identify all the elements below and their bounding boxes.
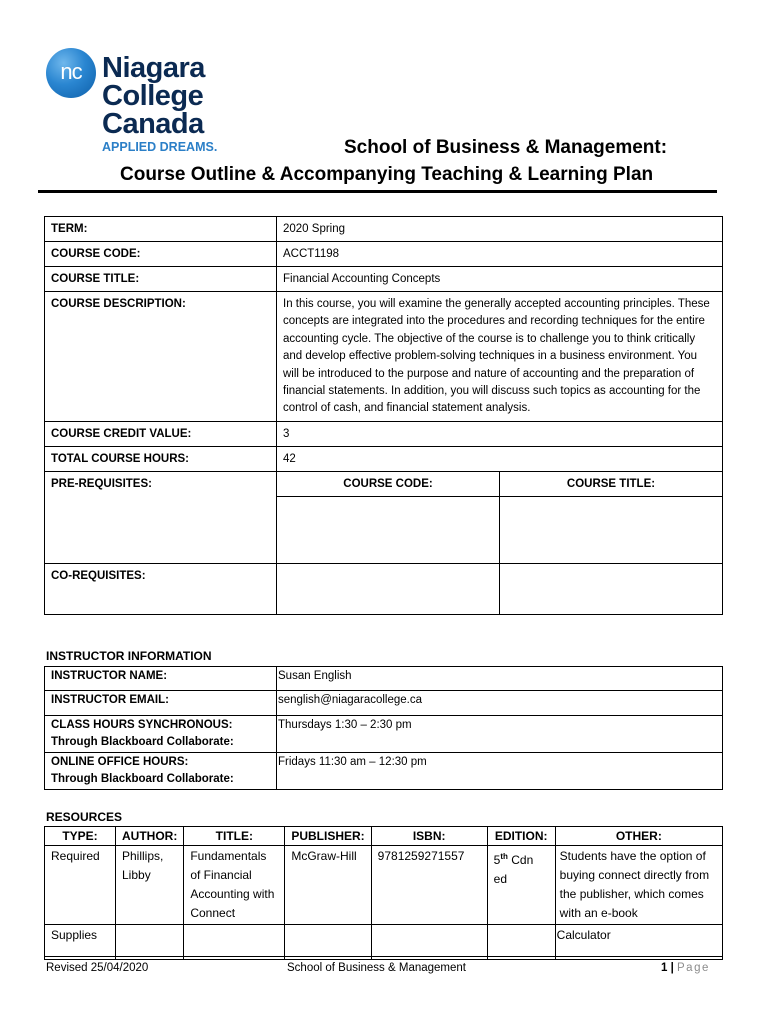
resources-section-title: RESOURCES	[46, 810, 123, 824]
college-logo	[46, 46, 218, 156]
course-code-value: ACCT1198	[277, 242, 723, 267]
title-divider	[38, 190, 717, 193]
resource-title: Fundamentals of Financial Accounting with Connect	[184, 846, 285, 925]
credit-value-row	[45, 421, 723, 446]
resources-header-row	[45, 827, 723, 846]
resource-author: Phillips, Libby	[116, 846, 184, 925]
class-hours-value: Thursdays 1:30 – 2:30 pm	[277, 716, 723, 753]
supplies-edition	[487, 925, 555, 960]
resources-header-other: OTHER:	[555, 827, 722, 846]
credit-value-label: COURSE CREDIT VALUE:	[45, 421, 277, 446]
footer-divider	[44, 956, 723, 957]
resources-header-author: AUTHOR:	[116, 827, 184, 846]
instructor-email-row	[45, 691, 723, 716]
instructor-section-title: INSTRUCTOR INFORMATION	[46, 649, 212, 663]
prereq-course-code-cell	[277, 496, 500, 563]
resources-table	[44, 826, 723, 960]
class-hours-label	[45, 716, 277, 753]
footer-page-number	[661, 962, 710, 974]
resource-edition	[487, 846, 555, 925]
corequisites-label: CO-REQUISITES:	[45, 563, 277, 614]
instructor-name-value: Susan English	[277, 667, 723, 691]
course-title-row	[45, 267, 723, 292]
resources-row-required	[45, 846, 723, 925]
term-value: 2020 Spring	[277, 217, 723, 242]
resources-header-title: TITLE:	[184, 827, 285, 846]
logo-word-1: Niagara	[102, 52, 205, 84]
supplies-author	[116, 925, 184, 960]
course-description-value: In this course, you will examine the generally accepted accounting principles. These concepts are integrated into the procedures and recording techniques for the entire accounting cycle. The objective of the course is to challenge you to think critically and develop effective problem-solving techniques in a business environment. You will be introduced to the purpose and nature of accounting and the preparation of financial statements. In addition, you will discuss such topics as accounting for the control of cash, and financial statement analysis.	[277, 292, 723, 422]
footer-school: School of Business & Management	[287, 962, 466, 974]
course-description-label: COURSE DESCRIPTION:	[45, 292, 277, 422]
prereq-course-code-header: COURSE CODE:	[277, 471, 500, 496]
class-hours-label-line-2: Through Blackboard Collaborate:	[51, 736, 234, 748]
logo-tagline: APPLIED DREAMS.	[102, 140, 218, 154]
resource-other: Students have the option of buying connect directly from the publisher, which comes with an e-book	[555, 846, 722, 925]
course-code-row	[45, 242, 723, 267]
course-info-table	[44, 216, 723, 615]
class-hours-row	[45, 716, 723, 753]
course-title-label: COURSE TITLE:	[45, 267, 277, 292]
office-hours-value: Fridays 11:30 am – 12:30 pm	[277, 753, 723, 790]
edition-rest: Cdn ed	[493, 853, 534, 886]
resource-type: Required	[45, 846, 116, 925]
document-title-line-1: School of Business & Management:	[344, 137, 668, 158]
supplies-title	[184, 925, 285, 960]
office-hours-label-line-1: ONLINE OFFICE HOURS:	[51, 756, 189, 768]
course-code-label: COURSE CODE:	[45, 242, 277, 267]
office-hours-label	[45, 753, 277, 790]
resource-publisher: McGraw-Hill	[285, 846, 371, 925]
instructor-email-value: senglish@niagaracollege.ca	[277, 691, 723, 716]
resources-row-supplies	[45, 925, 723, 960]
coreq-course-title-cell	[500, 563, 723, 614]
supplies-type: Supplies	[45, 925, 116, 960]
coreq-course-code-cell	[277, 563, 500, 614]
prereq-course-title-cell	[500, 496, 723, 563]
supplies-other: Calculator	[555, 925, 722, 960]
instructor-table	[44, 666, 723, 790]
document-title-line-2: Course Outline & Accompanying Teaching & Learning Plan	[120, 164, 654, 185]
resources-header-type: TYPE:	[45, 827, 116, 846]
logo-word-2: College	[102, 80, 204, 112]
page-number: 1	[661, 962, 668, 974]
supplies-publisher	[285, 925, 371, 960]
class-hours-label-line-1: CLASS HOURS SYNCHRONOUS:	[51, 719, 233, 731]
total-hours-label: TOTAL COURSE HOURS:	[45, 446, 277, 471]
resources-header-publisher: PUBLISHER:	[285, 827, 371, 846]
office-hours-label-line-2: Through Blackboard Collaborate:	[51, 773, 234, 785]
office-hours-row	[45, 753, 723, 790]
term-row	[45, 217, 723, 242]
course-title-value: Financial Accounting Concepts	[277, 267, 723, 292]
logo-word-3: Canada	[102, 108, 204, 140]
instructor-name-label: INSTRUCTOR NAME:	[45, 667, 277, 691]
page-word: Page	[677, 962, 710, 974]
total-hours-value: 42	[277, 446, 723, 471]
prereq-course-title-header: COURSE TITLE:	[500, 471, 723, 496]
supplies-isbn	[371, 925, 487, 960]
corequisites-row	[45, 563, 723, 614]
total-hours-row	[45, 446, 723, 471]
footer-revised: Revised 25/04/2020	[46, 962, 149, 974]
prerequisites-header-row	[45, 471, 723, 496]
page-separator: |	[667, 962, 678, 974]
term-label: TERM:	[45, 217, 277, 242]
instructor-name-row	[45, 667, 723, 691]
instructor-email-label: INSTRUCTOR EMAIL:	[45, 691, 277, 716]
resource-isbn: 9781259271557	[371, 846, 487, 925]
course-description-row	[45, 292, 723, 422]
edition-number: 5	[493, 853, 501, 867]
edition-suffix: th	[500, 852, 508, 861]
prerequisites-label: PRE-REQUISITES:	[45, 471, 277, 563]
credit-value: 3	[277, 421, 723, 446]
logo-mark-text: nc	[60, 59, 82, 84]
resources-header-edition: EDITION:	[487, 827, 555, 846]
resources-header-isbn: ISBN:	[371, 827, 487, 846]
